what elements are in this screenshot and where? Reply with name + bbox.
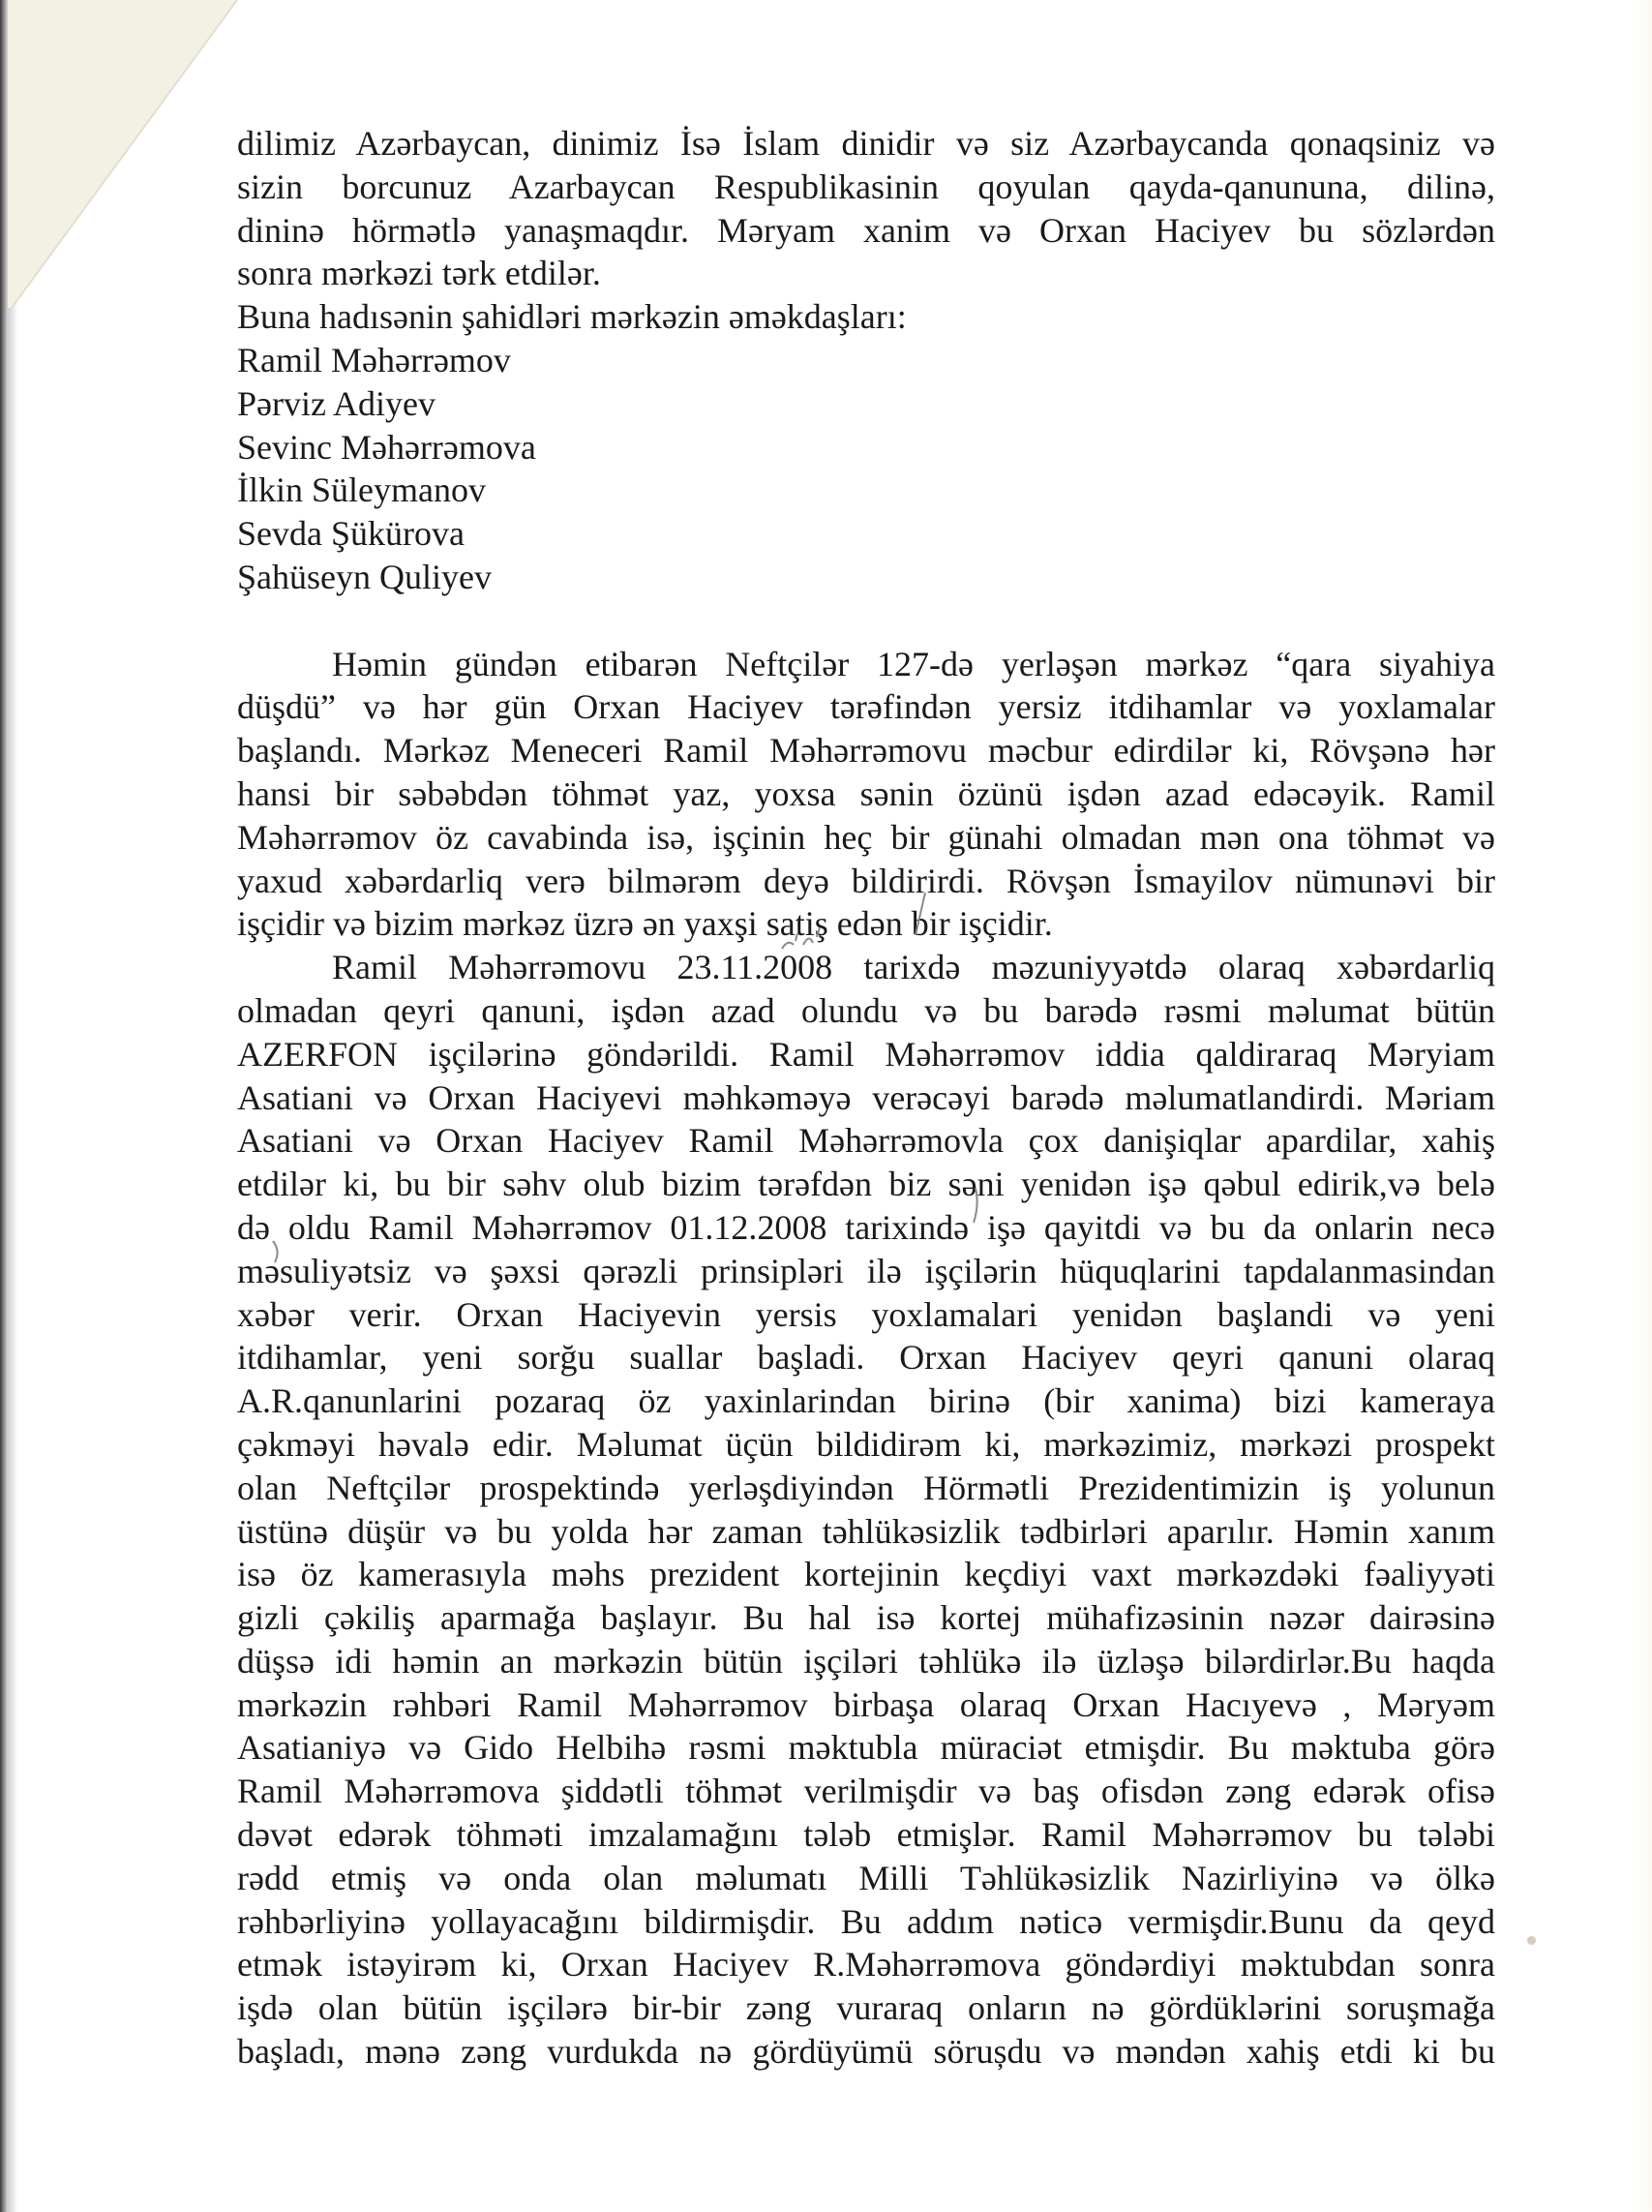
paragraph-line: Asatiani və Orxan Haciyevi məhkəməyə verəcəyi barədə məlumatlandirdi. Məriam: [237, 1077, 1495, 1117]
scan-left-edge: [0, 0, 8, 2212]
paragraph-line: isə öz kamerasıyla məhs prezident kortejinin keçdiyi vaxt mərkəzdəki fəaliyyəti: [237, 1555, 1495, 1594]
witness-section: [237, 295, 1495, 599]
paragraph-line: etdilər ki, bu bir səhv olub bizim tərəfdən biz səni yenidən işə qəbul edirik,və belə: [237, 1165, 1495, 1204]
scan-edge-shadow: [8, 290, 17, 2212]
paragraph-line: də oldu Ramil Məhərrəmov 01.12.2008 tarixində işə qayitdi və bu da onlarin necə: [237, 1207, 1495, 1247]
paragraph-line: itdihamlar, yeni sorğu suallar başladi. Orxan Haciyev qeyri qanuni olaraq: [237, 1338, 1495, 1378]
paragraph-line: işdə olan bütün işçilərə bir-bir zəng vuraraq onların nə gördüklərini soruşmağa: [237, 1988, 1495, 2028]
paragraph-line: çəkməyi həvalə edir. Məlumat üçün bildidirəm ki, mərkəzimiz, mərkəzi prospekt: [237, 1424, 1495, 1464]
paragraph-line: yaxud xəbərdarliq verə bilmərəm deyə bildirirdi. Rövşən İsmayilov nümunəvi bir: [237, 861, 1495, 900]
paragraph-line: gizli çəkiliş aparmağa başlayır. Bu hal isə kortej mühafizəsinin nəzər dairəsinə: [237, 1598, 1495, 1638]
paragraph-line: Həmin gündən etibarən Neftçilər 127-də yerləşən mərkəz “qara siyahiya: [332, 644, 1495, 683]
paragraph-line: başladı, mənə zəng vurdukda nə gördüyümü sörușdu və məndən xahiş etdi ki bu: [237, 2032, 1495, 2072]
witness-name: Şahüseyn Quliyev: [237, 557, 492, 596]
witness-name: Sevinc Məhərrəmova: [237, 427, 536, 467]
paragraph-line: etmək istəyirəm ki, Orxan Haciyev R.Məhərrəmova göndərdiyi məktubdan sonra: [237, 1945, 1495, 1985]
paragraph-line: Ramil Məhərrəmova şiddətli töhmət verilmişdir və baş ofisdən zəng edərək ofisə: [237, 1772, 1495, 1811]
witness-name: Sevda Şükürova: [237, 514, 465, 554]
paragraph-line: Asatiani və Orxan Haciyev Ramil Məhərrəmovla çox danişiqlar apardilar, xahiş: [237, 1121, 1495, 1161]
paragraph-line: başlandı. Mərkəz Meneceri Ramil Məhərrəmovu məcbur edirdilər ki, Rövşənə hər: [237, 731, 1495, 771]
paragraph-line: üstünə düşür və bu yolda hər zaman təhlükəsizlik tədbirləri aparılır. Həmin xanım: [237, 1511, 1495, 1551]
witness-name: Pərviz Adiyev: [237, 383, 436, 423]
paragraph-line: rədd etmiş və onda olan məlumatı Milli Təhlükəsizlik Nazirliyinə və ölkə: [237, 1858, 1495, 1897]
paragraph-3: [237, 946, 1495, 2074]
paragraph-line: A.R.qanunlarini pozaraq öz yaxinlarindan birinə (bir xanima) bizi kameraya: [237, 1381, 1495, 1421]
scan-speck: [1527, 1936, 1536, 1945]
witness-name: Ramil Məhərrəmov: [237, 340, 511, 379]
paragraph-line: olan Neftçilər prospektində yerləşdiyindən Hörmətli Prezidentimizin iş yolunun: [237, 1468, 1495, 1507]
paragraph-line: dininə hörmətlə yanaşmaqdır. Məryam xanim və Orxan Haciyev bu sözlərdən: [237, 210, 1495, 250]
paragraph-line: olmadan qeyri qanuni, işdən azad olundu və bu barədə rəsmi məlumat bütün: [237, 990, 1495, 1030]
intro-paragraph: [237, 122, 1495, 295]
paragraph-line: sizin borcunuz Azarbaycan Respublikasinin qoyulan qayda-qanununa, dilinə,: [237, 167, 1495, 206]
paragraph-line: məsuliyətsiz və şəxsi qərəzli prinsipləri ilə işçilərin hüquqlarini tapdalanmasindan: [237, 1251, 1495, 1290]
paragraph-line: Ramil Məhərrəmovu 23.11.2008 tarixdə məzuniyyətdə olaraq xəbərdarliq: [332, 948, 1495, 987]
document-body: [237, 122, 1495, 2074]
paragraph-line: AZERFON işçilərinə göndərildi. Ramil Məhərrəmov iddia qaldiraraq Məryiam: [237, 1034, 1495, 1074]
paragraph-line: düşsə idi həmin an mərkəzin bütün işçiləri təhlükə ilə üzləşə bilərdirlər.Bu haqda: [237, 1641, 1495, 1681]
paragraph-line: Məhərrəmov öz cavabinda isə, işçinin heç bir günahi olmadan mən ona töhmət və: [237, 817, 1495, 857]
paragraph-line: dəvət edərək töhməti imzalamağını tələb etmişlər. Ramil Məhərrəmov bu tələbi: [237, 1815, 1495, 1855]
paragraph-line: mərkəzin rəhbəri Ramil Məhərrəmov birbaşa olaraq Orxan Hacıyevə , Məryəm: [237, 1684, 1495, 1724]
paragraph-2: [237, 643, 1495, 947]
paragraph-line: xəbər verir. Orxan Haciyevin yersis yoxlamalari yenidən başlandi və yeni: [237, 1294, 1495, 1334]
paragraph-line: hansi bir səbəbdən töhmət yaz, yoxsa sənin özünü işdən azad edəcəyik. Ramil: [237, 773, 1495, 813]
paragraph-line: işçidir və bizim mərkəz üzrə ən yaxşi satiş edən bir işçidir.: [237, 904, 1053, 944]
witness-name: İlkin Süleymanov: [237, 470, 486, 510]
paragraph-line: Asatianiyə və Gido Helbihə rəsmi məktubla müraciət etmişdir. Bu məktuba görə: [237, 1728, 1495, 1768]
scan-right-edge: [1629, 0, 1652, 2212]
paragraph-line: dilimiz Azərbaycan, dinimiz İsə İslam dinidir və siz Azərbaycanda qonaqsiniz və: [237, 124, 1495, 163]
witness-heading: Buna hadısənin şahidləri mərkəzin əməkdaşları:: [237, 297, 907, 337]
paragraph-line: sonra mərkəzi tərk etdilər.: [237, 254, 601, 293]
paragraph-line: rəhbərliyinə yollayacağını bildirmişdir. Bu addım nəticə vermişdir.Bunu da qeyd: [237, 1901, 1495, 1941]
blank-line: [237, 599, 1495, 643]
paragraph-line: düşdü” və hər gün Orxan Haciyev tərəfindən yersiz itdihamlar və yoxlamalar: [237, 687, 1495, 727]
folded-corner: [0, 0, 242, 319]
